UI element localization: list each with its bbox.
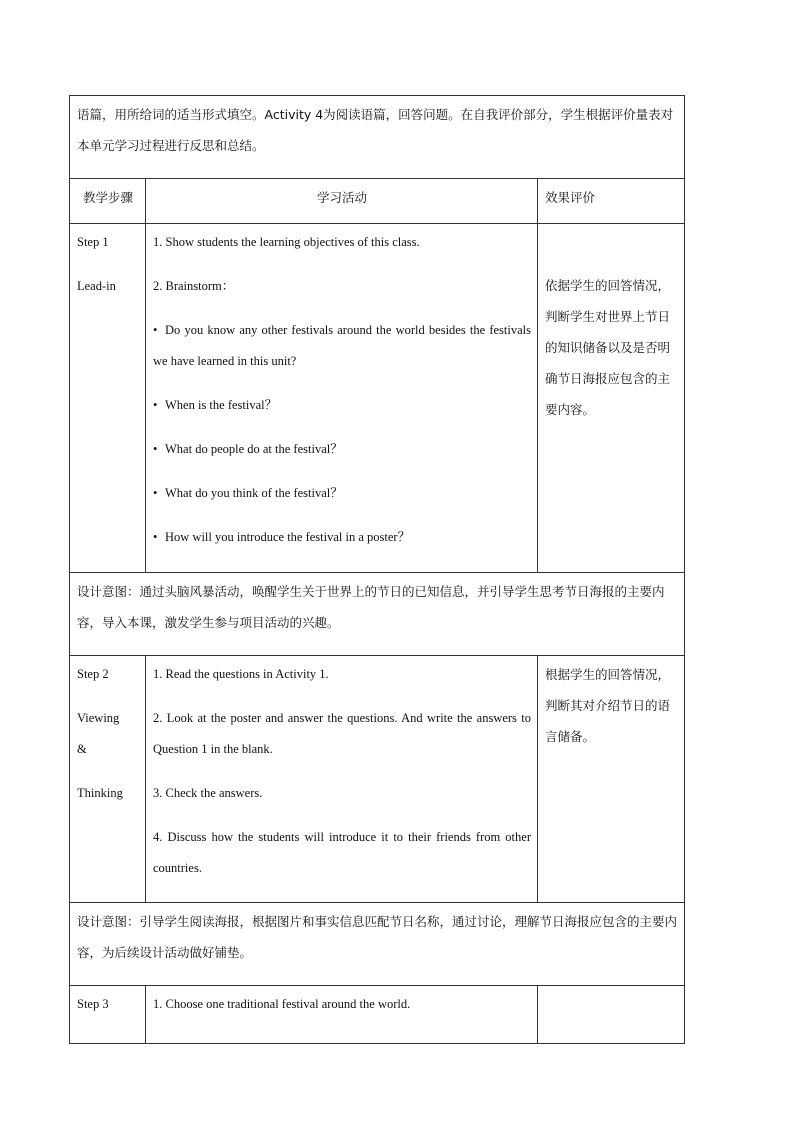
step3-label-cell — [70, 986, 146, 1044]
step2-evaluation: 根据学生的回答情况，判断其对介绍节日的语言储备。 — [545, 667, 671, 744]
step2-evaluation-cell — [538, 656, 685, 903]
step1-question-4: • What do you think of the festival？ — [153, 478, 531, 509]
step1-question-1: • Do you know any other festivals around the world besides the festivals we have learned in this unit? — [153, 315, 531, 377]
lesson-plan-table — [69, 95, 685, 1044]
header-activity: 学习活动 — [316, 190, 367, 205]
step1-evaluation-cell — [538, 224, 685, 573]
step2-item3: 3. Check the answers. — [153, 786, 263, 800]
step2-activity-cell — [146, 656, 538, 903]
step1-name: Lead-in — [77, 279, 116, 293]
step1-row — [70, 224, 685, 573]
step1-label: Step 1 — [77, 235, 109, 249]
step2-item2: 2. Look at the poster and answer the questions. And write the answers to Question 1 in the blank. — [153, 711, 531, 756]
step3-activity-cell — [146, 986, 538, 1044]
header-row — [70, 179, 685, 224]
step3-label: Step 3 — [77, 997, 109, 1011]
header-evaluation: 效果评价 — [545, 190, 596, 205]
step1-item2: 2. Brainstorm： — [153, 279, 235, 293]
step3-row — [70, 986, 685, 1044]
step2-item1: 1. Read the questions in Activity 1. — [153, 667, 329, 681]
step1-item1: 1. Show students the learning objectives of this class. — [153, 235, 420, 249]
step1-question-3: • What do people do at the festival？ — [153, 434, 531, 465]
step1-label-cell — [70, 224, 146, 573]
step2-name-line1: Viewing — [77, 711, 120, 725]
intro-text: 语篇，用所给词的适当形式填空。Activity 4为阅读语篇，回答问题。在自我评价部分，学生根据评价量表对本单元学习过程进行反思和总结。 — [70, 96, 685, 179]
step2-item4: 4. Discuss how the students will introduce it to their friends from other countries. — [153, 830, 531, 875]
step2-row — [70, 656, 685, 903]
step1-evaluation: 依据学生的回答情况，判断学生对世界上节日的知识储备以及是否明确节日海报应包含的主要内容。 — [545, 278, 671, 417]
design1-row — [70, 573, 685, 656]
step2-name-line2: & — [77, 742, 87, 756]
step3-evaluation-cell — [538, 986, 685, 1044]
step1-question-2: • When is the festival？ — [153, 390, 531, 421]
design2-row — [70, 903, 685, 986]
intro-row — [70, 96, 685, 179]
bullet-icon: • — [153, 442, 158, 456]
step2-name-line3: Thinking — [77, 786, 123, 800]
design1-text: 设计意图：通过头脑风暴活动，唤醒学生关于世界上的节日的已知信息，并引导学生思考节日海报的主要内容，导入本课，激发学生参与项目活动的兴趣。 — [70, 573, 685, 656]
bullet-icon: • — [153, 323, 158, 337]
bullet-icon: • — [153, 398, 158, 412]
design2-text: 设计意图：引导学生阅读海报，根据图片和事实信息匹配节日名称，通过讨论，理解节日海报应包含的主要内容，为后续设计活动做好铺垫。 — [70, 903, 685, 986]
bullet-icon: • — [153, 486, 158, 500]
step1-question-5: • How will you introduce the festival in a poster？ — [153, 522, 531, 553]
step1-activity-cell — [146, 224, 538, 573]
step2-label: Step 2 — [77, 667, 109, 681]
step3-item1: 1. Choose one traditional festival around the world. — [153, 997, 411, 1011]
step2-label-cell — [70, 656, 146, 903]
header-step: 教学步骤 — [82, 190, 133, 205]
bullet-icon: • — [153, 530, 158, 544]
